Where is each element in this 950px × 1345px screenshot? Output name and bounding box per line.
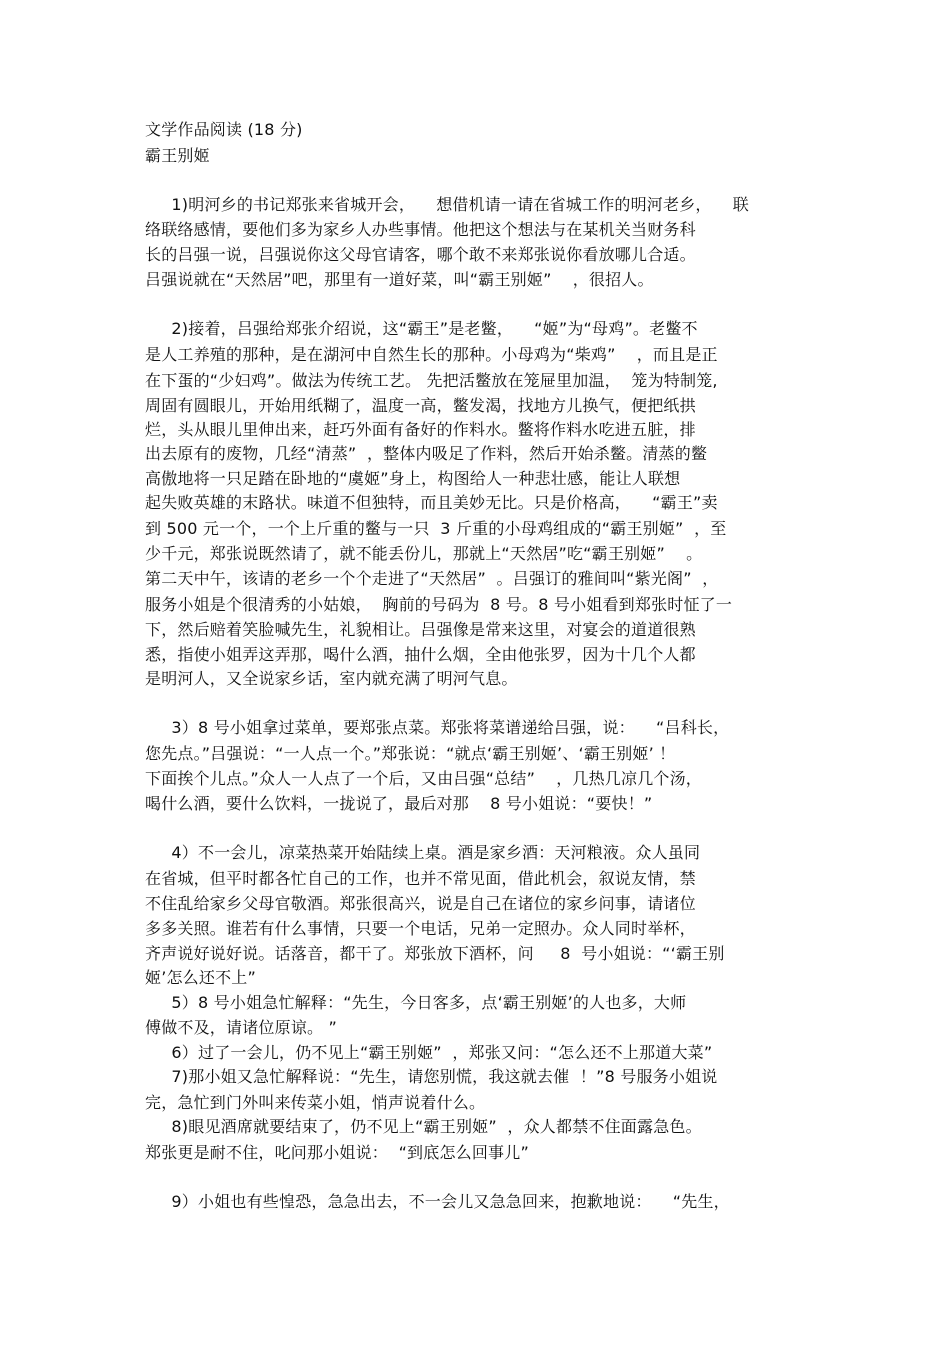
document-line: 8)眼见酒席就要结束了，仍不见上“霸王别姬” ，众人都禁不住面露急色。 xyxy=(145,1117,702,1136)
document-line: 文学作品阅读 (18 分) xyxy=(145,120,303,139)
document-line: 到 500 元一个，一个上斤重的鳖与一只 3 斤重的小母鸡组成的“霸王别姬” ，至 xyxy=(145,519,727,538)
document-line: 您先点。”吕强说：“一人点一个。”郑张说：“就点‘霸王别姬’、‘霸王别姬’ ！ xyxy=(145,744,676,763)
document-line: 9）小姐也有些惶恐，急急出去，不一会儿又急急回来，抱歉地说： “先生， xyxy=(145,1192,730,1211)
document-line: 傅做不及，请诸位原谅。 ” xyxy=(145,1018,337,1037)
document-line: 第二天中午，该请的老乡一个个走进了“天然居” 。吕强订的雅间叫“紫光阁” ， xyxy=(145,569,719,588)
document-line: 不住乱给家乡父母官敬酒。郑张很高兴，说是自己在诸位的家乡问事，请诸位 xyxy=(145,894,696,913)
document-line: 少千元，郑张说既然请了，就不能丢份儿，那就上“天然居”吃“霸王别姬” 。 xyxy=(145,544,703,563)
document-line: 完，急忙到门外叫来传菜小姐，悄声说着什么。 xyxy=(145,1093,486,1112)
document-line: 悉，指使小姐弄这弄那，喝什么酒，抽什么烟，全由他张罗，因为十几个人都 xyxy=(145,645,696,664)
document-line: 服务小姐是个很清秀的小姑娘， 胸前的号码为 8 号。8 号小姐看到郑张时怔了一 xyxy=(145,595,733,614)
document-line: 多多关照。谁若有什么事情，只要一个电话，兄弟一定照办。众人同时举杯， xyxy=(145,919,696,938)
document-line: 郑张更是耐不住，叱问那小姐说： “到底怎么回事儿” xyxy=(145,1143,529,1162)
document-line: 络联络感情，要他们多为家乡人办些事情。他把这个想法与在某机关当财务科 xyxy=(145,220,696,239)
document-line: 3）8 号小姐拿过菜单，要郑张点菜。郑张将菜谱递给吕强，说： “吕科长， xyxy=(145,718,730,737)
document-line: 下，然后赔着笑脸喊先生，礼貌相让。吕强像是常来这里，对宴会的道道很熟 xyxy=(145,620,696,639)
document-line: 是人工养殖的那种，是在湖河中自然生长的那种。小母鸡为“柴鸡” ，而且是正 xyxy=(145,345,718,364)
document-line: 在省城，但平时都各忙自己的工作，也并不常见面，借此机会，叙说友情，禁 xyxy=(145,869,696,888)
document-line: 周固有圆眼儿，开始用纸糊了，温度一高，鳖发渴，找地方儿换气，便把纸拱 xyxy=(145,396,696,415)
document-line: 7)那小姐又急忙解释说：“先生，请您别慌，我这就去催 ！”8 号服务小姐说 xyxy=(145,1067,718,1086)
document-line: 霸王别姬 xyxy=(145,146,210,165)
document-line: 起失败英雄的末路状。味道不但独特，而且美妙无比。只是价格高， “霸王”卖 xyxy=(145,493,718,512)
document-line: 烂，头从眼儿里伸出来，赶巧外面有备好的作料水。鳖将作料水吃进五脏，排 xyxy=(145,420,696,439)
document-line: 齐声说好说好说。话落音，都干了。郑张放下酒杯，问 8 号小姐说：“‘霸王别 xyxy=(145,944,725,963)
document-line: 2)接着，吕强给郑张介绍说，这“霸王”是老鳖， “姬”为“母鸡”。老鳖不 xyxy=(145,319,698,338)
document-line: 4）不一会儿，凉菜热菜开始陆续上桌。酒是家乡酒：天河粮液。众人虽同 xyxy=(145,843,701,862)
document-line: 5）8 号小姐急忙解释：“先生，今日客多，点‘霸王别姬’的人也多，大师 xyxy=(145,993,687,1012)
document-line: 出去原有的废物，几经“清蒸” ，整体内吸足了作料，然后开始杀鳖。清蒸的鳖 xyxy=(145,444,708,463)
document-line: 吕强说就在“天然居”吧，那里有一道好菜，叫“霸王别姬” ，很招人。 xyxy=(145,270,654,289)
document-line: 6）过了一会儿，仍不见上“霸王别姬” ，郑张又问：“怎么还不上那道大菜” xyxy=(145,1043,713,1062)
document-line: 喝什么酒，要什么饮料，一拢说了，最后对那 8 号小姐说：“要快！” xyxy=(145,794,653,813)
document-line: 高傲地将一只足踏在卧地的“虞姬”身上，构图给人一种悲壮感，能让人联想 xyxy=(145,469,681,488)
document-line: 下面挨个儿点。”众人一人点了一个后，又由吕强“总结” ，几热几凉几个汤， xyxy=(145,769,703,788)
document-line: 姬’怎么还不上” xyxy=(145,968,256,987)
document-line: 长的吕强一说，吕强说你这父母官请客，哪个敢不来郑张说你看放哪儿合适。 xyxy=(145,245,696,264)
document-line: 1)明河乡的书记郑张来省城开会， 想借机请一请在省城工作的明河老乡， 联 xyxy=(145,195,749,214)
document-line: 是明河人，又全说家乡话，室内就充满了明河气息。 xyxy=(145,669,518,688)
document-line: 在下蛋的“少妇鸡”。做法为传统工艺。 先把活鳖放在笼屉里加温， 笼为特制笼, xyxy=(145,371,718,390)
